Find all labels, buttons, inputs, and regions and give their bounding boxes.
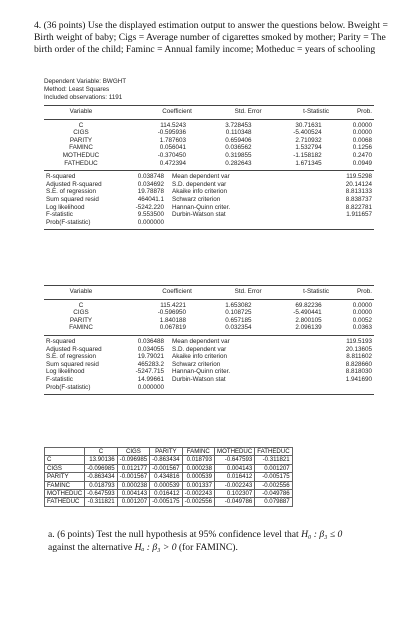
cell: 0.018793	[182, 456, 214, 464]
cell: 19.79021	[137, 353, 164, 361]
cell: -0.002243	[182, 490, 214, 498]
row-header: FATHEDUC	[45, 498, 85, 506]
cell: -0.096985	[117, 456, 149, 464]
cell: CIGS	[73, 129, 89, 137]
cell: Durbin-Watson stat	[172, 375, 226, 383]
model2-coef-table	[44, 288, 374, 296]
cell: 0.0068	[352, 136, 372, 144]
cell: C	[78, 301, 84, 309]
alt-hypothesis: Hₐ : β₃ > 0	[134, 542, 177, 553]
cell: 0.000000	[137, 218, 164, 226]
cell: CIGS	[73, 309, 89, 317]
cell: 0.472394	[159, 159, 187, 167]
cell: FAMINC	[69, 324, 93, 332]
cell: Durbin-Watson stat	[172, 211, 226, 219]
row-header: PARITY	[45, 473, 85, 481]
table-row	[44, 376, 374, 384]
cell: Hannan-Quinn criter.	[172, 368, 231, 376]
cell: Adjusted R-squared	[46, 345, 102, 353]
cell: Schwarz criterion	[172, 360, 221, 368]
cell: MOTHEDUC	[62, 151, 100, 159]
cell: 2.710932	[295, 136, 322, 144]
model1-coef-table	[44, 108, 374, 116]
subquestion-text-2: against the alternative	[48, 542, 133, 553]
cell: R-squared	[46, 173, 76, 181]
table-row	[44, 188, 374, 196]
cell: Log likelihood	[46, 203, 85, 211]
table-row	[44, 368, 374, 376]
table-row	[45, 456, 293, 464]
cell: 0.001337	[182, 481, 214, 489]
table-row	[44, 346, 374, 354]
cell: 13.90136	[85, 456, 117, 464]
table-row	[44, 129, 374, 137]
col-header: MOTHEDUC	[215, 448, 255, 456]
table-row	[45, 490, 293, 498]
table-row	[44, 152, 374, 160]
cell: -0.370450	[157, 151, 187, 159]
cell: 1.840188	[159, 316, 187, 324]
cell: Prob(F-statistic)	[46, 218, 91, 226]
table-row	[44, 144, 374, 152]
cell: -5.400524	[293, 129, 322, 137]
col-header: PARITY	[150, 448, 182, 456]
model2-output	[44, 282, 374, 397]
cell: 8.813133	[345, 188, 372, 196]
cell: 0.001207	[117, 498, 149, 506]
cell: 14.99661	[137, 375, 164, 383]
cell: Log likelihood	[46, 368, 85, 376]
cell: 0.018793	[85, 481, 117, 489]
cell: 0.079887	[255, 498, 292, 506]
cell: -0.005175	[150, 498, 182, 506]
cell: FATHEDUC	[64, 159, 98, 167]
cell: 0.659406	[225, 136, 252, 144]
cell: 0.067819	[159, 324, 187, 332]
cell: F-statistic	[46, 211, 73, 219]
cell: Mean dependent var	[172, 337, 230, 345]
cell: Adjusted R-squared	[46, 180, 102, 188]
cell: 8.838737	[345, 195, 372, 203]
col-header: Std. Error	[234, 108, 262, 115]
model1-stats	[44, 173, 374, 226]
cell: 0.0363	[352, 324, 372, 332]
cell: 0.0000	[352, 129, 372, 137]
cell: -0.863434	[150, 456, 182, 464]
row-header: CIGS	[45, 464, 85, 472]
cell: -0.001567	[150, 464, 182, 472]
subquestion-text-3: (for FAMINC).	[178, 542, 238, 553]
cell: 1.787603	[159, 136, 187, 144]
cell: 9.553500	[137, 211, 164, 219]
question-body: Use the displayed estimation output to answer the questions below. Bweight = Birth weight of baby; Cigs = Average number of cigarettes smoked by mother; Parity = The birth order of the child; Faminc = Annual family income; Motheduc = years of schooling	[34, 20, 388, 56]
table-row	[44, 324, 374, 332]
col-header: Prob.	[356, 108, 372, 115]
cell: -0.647593	[85, 490, 117, 498]
cell: 0.0000	[352, 301, 372, 309]
cell: -0.005175	[255, 473, 292, 481]
table-row	[44, 181, 374, 189]
subquestion-points: (6 points)	[57, 529, 95, 540]
cell: R-squared	[46, 337, 76, 345]
cell: 69.82236	[295, 301, 322, 309]
cell: S.E. of regression	[46, 188, 97, 196]
col-header: t-Statistic	[303, 108, 329, 115]
cell: -0.647593	[215, 456, 255, 464]
table-row	[44, 309, 374, 317]
cell: 115.4221	[160, 301, 187, 309]
cell: 0.016412	[150, 490, 182, 498]
table-row	[44, 353, 374, 361]
question-number: 4.	[34, 20, 42, 31]
cell: -0.002243	[215, 481, 255, 489]
table-row	[44, 204, 374, 212]
cell: 0.000238	[117, 481, 149, 489]
method: Method: Least Squares	[44, 86, 110, 93]
cell: -0.049786	[215, 498, 255, 506]
cell: 1.653082	[225, 301, 252, 309]
cell: 8.811602	[346, 353, 372, 361]
cell: 0.034692	[137, 180, 164, 188]
cell: -0.311821	[255, 456, 292, 464]
row-header: FAMINC	[45, 481, 85, 489]
cell: FAMINC	[69, 144, 93, 152]
cell: -1.158182	[293, 151, 322, 159]
cell: 0.108725	[225, 309, 252, 317]
cell: 0.000539	[182, 473, 214, 481]
cell: 2.800105	[295, 316, 322, 324]
model2-coef-rows	[44, 302, 374, 332]
cell: -5242.220	[135, 203, 164, 211]
col-header: Std. Error	[234, 288, 262, 295]
cell: S.D. dependent var	[172, 345, 227, 353]
null-hypothesis: H₀ : β₃ ≤ 0	[301, 529, 343, 540]
cell: 0.0052	[352, 316, 372, 324]
table-row	[44, 173, 374, 181]
cell: 0.038748	[137, 173, 164, 181]
cell: -0.311821	[85, 498, 117, 506]
cell: 0.004143	[215, 464, 255, 472]
cell: 0.319855	[225, 151, 252, 159]
covariance-matrix	[44, 447, 293, 507]
cell: 0.0000	[352, 309, 372, 317]
table-row	[44, 361, 374, 369]
cell: 0.102307	[215, 490, 255, 498]
dependent-variable: Dependent Variable: BWGHT	[44, 78, 127, 85]
table-row	[45, 498, 293, 506]
cell: 0.434816	[150, 473, 182, 481]
cell: 8.828660	[345, 360, 372, 368]
cell: -0.863434	[85, 473, 117, 481]
table-row	[45, 464, 293, 472]
cell: -5.490441	[293, 309, 322, 317]
table-row	[45, 473, 293, 481]
cell: Hannan-Quinn criter.	[172, 203, 231, 211]
cell: 0.282643	[225, 159, 252, 167]
col-header: Coefficient	[162, 108, 192, 115]
table-row	[44, 160, 374, 168]
col-header	[45, 448, 85, 456]
row-header: MOTHEDUC	[45, 490, 85, 498]
table-row	[44, 137, 374, 145]
included-observations: Included observations: 1191	[44, 94, 123, 101]
cell: 1.532794	[295, 144, 322, 152]
cell: 119.5193	[346, 337, 372, 345]
cell: 0.004143	[117, 490, 149, 498]
table-row	[45, 481, 293, 489]
cell: 114.5243	[160, 121, 187, 129]
cell: -0.595936	[157, 129, 187, 137]
cell: 1.671345	[295, 159, 322, 167]
model1-coef-rows	[44, 122, 374, 168]
cell: 0.000238	[182, 464, 214, 472]
col-header: Variable	[69, 288, 93, 295]
col-header: FATHEDUC	[255, 448, 292, 456]
cell: Schwarz criterion	[172, 195, 221, 203]
table-row	[44, 317, 374, 325]
cell: 0.657185	[225, 316, 252, 324]
cell: 119.5298	[346, 173, 372, 181]
col-header: CIGS	[117, 448, 149, 456]
row-header: C	[45, 456, 85, 464]
col-header: t-Statistic	[303, 288, 329, 295]
cell: Prob(F-statistic)	[46, 383, 91, 391]
col-header: C	[85, 448, 117, 456]
cell: Sum squared resid	[46, 195, 99, 203]
table-row	[44, 338, 374, 346]
cell: 0.016412	[215, 473, 255, 481]
covariance-header-row	[45, 448, 293, 456]
table-row	[44, 302, 374, 310]
cell: 0.036488	[137, 337, 164, 345]
cell: 0.034055	[137, 345, 164, 353]
cell: PARITY	[69, 136, 93, 144]
cell: -0.002556	[255, 481, 292, 489]
cell: 19.78878	[137, 188, 164, 196]
cell: 0.001207	[255, 464, 292, 472]
cell: 465283.2	[137, 360, 164, 368]
cell: 20.13605	[345, 345, 372, 353]
cell: 0.0949	[352, 159, 372, 167]
cell: -5247.715	[135, 368, 164, 376]
subquestion-text-1: Test the null hypothesis at 95% confidence level that	[96, 529, 299, 540]
cell: C	[78, 121, 84, 129]
cell: S.E. of regression	[46, 353, 97, 361]
cell: 0.012177	[117, 464, 149, 472]
col-header: Coefficient	[162, 288, 192, 295]
cell: -0.049786	[255, 490, 292, 498]
cell: 0.0000	[352, 121, 372, 129]
cell: PARITY	[69, 316, 93, 324]
cell: -0.001567	[117, 473, 149, 481]
question-points: (36 points)	[43, 20, 86, 31]
cell: Sum squared resid	[46, 360, 99, 368]
col-header: Variable	[69, 108, 93, 115]
cell: 0.110348	[225, 129, 252, 137]
model1-output	[44, 78, 374, 232]
table-row	[44, 122, 374, 130]
subquestion-a	[48, 528, 398, 554]
cell: 0.1256	[352, 144, 372, 152]
cell: 0.2470	[352, 151, 372, 159]
cell: -0.002556	[182, 498, 214, 506]
cell: 8.818030	[345, 368, 372, 376]
table-row	[44, 211, 374, 219]
cell: 0.000539	[150, 481, 182, 489]
cell: 1.911657	[346, 211, 372, 219]
cell: F-statistic	[46, 375, 73, 383]
question-text	[34, 20, 406, 57]
cell: 0.000000	[137, 383, 164, 391]
table-row	[44, 196, 374, 204]
cell: 2.096139	[295, 324, 322, 332]
table-row	[44, 384, 374, 392]
cell: S.D. dependent var	[172, 180, 227, 188]
cell: -0.096985	[85, 464, 117, 472]
cell: 0.036562	[225, 144, 252, 152]
model2-stats	[44, 338, 374, 391]
table-row	[44, 219, 374, 227]
subquestion-label: a.	[48, 529, 55, 540]
cell: Mean dependent var	[172, 173, 230, 181]
cell: -0.596950	[157, 309, 187, 317]
cell: 1.941690	[345, 375, 372, 383]
cell: 0.056041	[159, 144, 187, 152]
cell: Akaike info criterion	[172, 353, 227, 361]
cell: 464041.1	[137, 195, 164, 203]
cell: 0.032354	[225, 324, 252, 332]
cell: 8.822781	[345, 203, 372, 211]
cell: 30.71631	[295, 121, 322, 129]
col-header: FAMINC	[182, 448, 214, 456]
cell: 20.14124	[345, 180, 372, 188]
col-header: Prob.	[356, 288, 372, 295]
cell: Akaike info criterion	[172, 188, 227, 196]
cell: 3.728453	[225, 121, 252, 129]
